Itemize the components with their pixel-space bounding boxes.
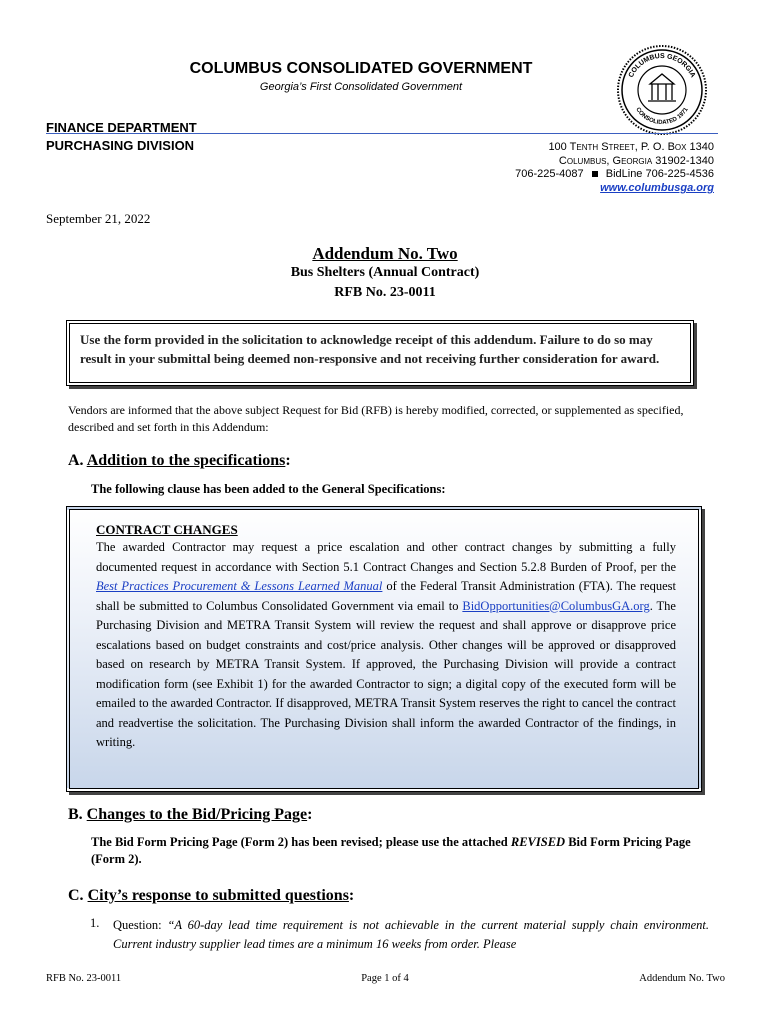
- contract-changes-box: [66, 506, 702, 792]
- cc-text-3: . The Purchasing Division and METRA Transit System will review the request and shall approve or disapprove price escalations based on budget constraints and cost/price analysis. Other changes will be approved or disapproved based on research by METRA Transit System. If approved, the Purchasing Division will provide a contract modification form (see Exhibit 1) for the awarded Contractor to sign; a digital copy of the executed form will be emailed to the awarded Contractor. If disapproved, METRA Transit System reserves the right to cancel the contract and readvertise the solicitation. The Purchasing Division shall inform the awarded Contractor of the findings, in writing.: [96, 598, 676, 749]
- question-1-text: “A 60-day lead time requirement is not achievable in the current material supply chain environment. Current industry supplier lead times are a minimum 16 weeks from order. Please: [113, 918, 709, 951]
- seal-bottom-text: CONSOLIDATED 1971: [634, 106, 690, 127]
- project-title: Bus Shelters (Annual Contract): [290, 265, 480, 280]
- bidline-number: BidLine 706-225-4536: [605, 168, 714, 180]
- question-1-label: Question:: [113, 918, 168, 932]
- footer-rfb: RFB No. 23-0011: [46, 973, 122, 984]
- fta-manual-link[interactable]: Best Practices Procurement & Lessons Learned Manual: [96, 579, 383, 593]
- section-c-heading: C. City’s response to submitted questions:: [68, 887, 355, 904]
- contract-changes-title: CONTRACT CHANGES: [96, 522, 238, 537]
- contact-line: [515, 168, 714, 180]
- rfb-number: RFB No. 23-0011: [334, 285, 436, 300]
- footer-page-number: Page 1 of 4: [361, 973, 409, 984]
- footer-addendum: Addendum No. Two: [639, 973, 725, 984]
- address-line-1: 100 Tenth Street, P. O. Box 1340: [548, 141, 714, 153]
- header-divider: [46, 133, 718, 134]
- section-b-heading: B. Changes to the Bid/Pricing Page:: [68, 806, 313, 823]
- section-b-letter: B.: [68, 806, 83, 823]
- section-b-title: Changes to the Bid/Pricing Page: [86, 806, 308, 823]
- letter-date: September 21, 2022: [46, 211, 151, 226]
- department-name: FINANCE DEPARTMENT: [46, 120, 197, 135]
- org-subtitle: Georgia’s First Consolidated Government: [259, 81, 463, 93]
- section-a-title: Addition to the specifications: [86, 452, 286, 469]
- addendum-title: Addendum No. Two: [312, 244, 458, 263]
- section-b-note-em: REVISED: [510, 835, 566, 849]
- section-a-note: The following clause has been added to the General Specifications:: [91, 482, 446, 496]
- city-seal-icon: [616, 44, 708, 136]
- cc-text-2: of the Federal Transit Administration (FTA). The request shall be submitted to Columbus Consolidated Government via email to: [96, 579, 676, 613]
- website-link[interactable]: www.columbusga.org: [600, 182, 714, 194]
- bullet-square-icon: [592, 171, 598, 177]
- cc-text-1: The awarded Contractor may request a price escalation and other contract changes by submitting a fully documented request in accordance with Section 5.1 Contract Changes and Section 5.2.8 Burden of Proof, per the: [96, 540, 676, 574]
- section-c-letter: C.: [68, 887, 84, 904]
- division-name: PURCHASING DIVISION: [46, 138, 195, 153]
- bid-email-link[interactable]: BidOpportunities@ColumbusGA.org: [462, 598, 650, 613]
- phone-number: 706-225-4087: [515, 168, 584, 180]
- question-1: [113, 916, 709, 954]
- section-b-note: [91, 834, 707, 868]
- question-1-number: 1.: [90, 916, 100, 930]
- contract-changes-body: [96, 538, 676, 753]
- acknowledgement-notice: Use the form provided in the solicitation to acknowledge receipt of this addendum. Failure to do so may result in your submittal being deemed non-responsive and not receiving further consideration for award.: [66, 320, 694, 386]
- org-title: COLUMBUS CONSOLIDATED GOVERNMENT: [189, 60, 533, 77]
- section-b-note-2: Bid Form Pricing Page (Form 2).: [91, 835, 691, 866]
- section-b-note-1: The Bid Form Pricing Page (Form 2) has been revised; please use the attached: [91, 835, 511, 849]
- intro-paragraph: Vendors are informed that the above subject Request for Bid (RFB) is hereby modified, corrected, or supplemented as specified, described and set forth in this Addendum:: [68, 403, 684, 434]
- address-line-2: Columbus, Georgia 31902-1340: [558, 155, 714, 167]
- seal-top-text: COLUMBUS GEORGIA: [627, 52, 697, 79]
- section-a-heading: A. Addition to the specifications:: [68, 452, 291, 469]
- section-c-title: City’s response to submitted questions: [87, 887, 349, 904]
- section-a-letter: A.: [68, 452, 84, 469]
